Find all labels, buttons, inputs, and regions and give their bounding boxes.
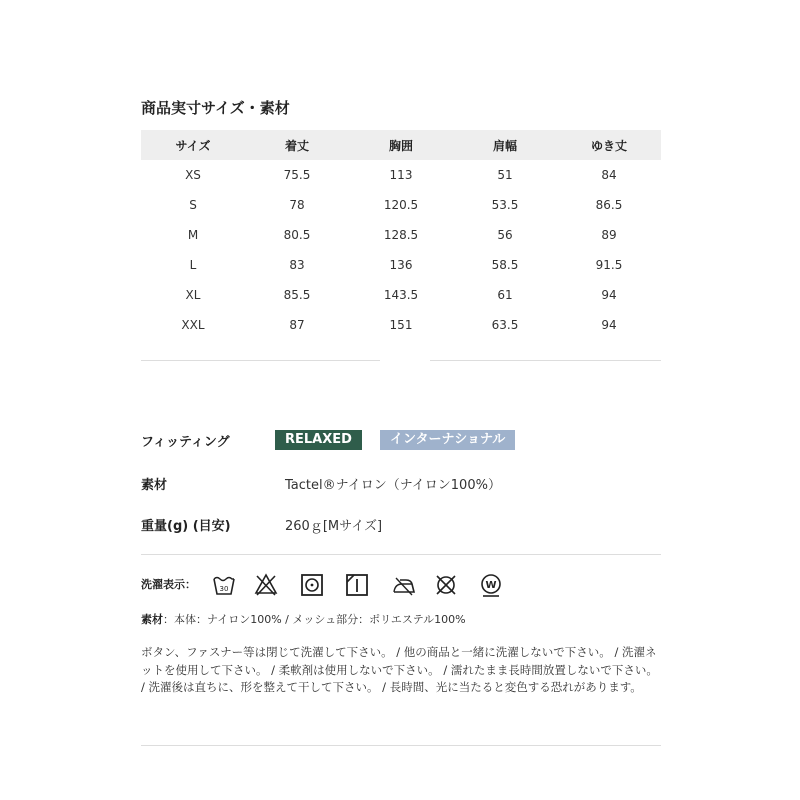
table-cell: 128.5 [383, 228, 419, 242]
table-cell: XL [185, 288, 201, 302]
table-cell: 151 [389, 318, 413, 332]
wash-30-icon [212, 572, 236, 598]
table-row [141, 280, 661, 310]
table-cell: M [187, 228, 199, 242]
materials-label: 素材 [141, 613, 163, 626]
table-cell: 56 [497, 228, 513, 242]
table-row [141, 250, 661, 280]
header-size: サイズ [141, 130, 245, 160]
table-cell: 84 [601, 168, 617, 182]
table-cell: 61 [497, 288, 513, 302]
table-cell: 78 [289, 198, 305, 212]
wash-temp: 30 [219, 585, 229, 593]
divider-left [141, 360, 380, 361]
table-cell: 75.5 [283, 168, 311, 182]
table-cell: 85.5 [283, 288, 311, 302]
divider-bottom [141, 745, 661, 746]
fit-badge: RELAXED [275, 430, 362, 450]
line-dry-shade-icon [345, 572, 369, 598]
table-row [141, 310, 661, 340]
care-notes: ボタン、ファスナー等は閉じて洗濯して下さい。 / 他の商品と一緒に洗濯しないで下さい。 / 洗濯ネットを使用して下さい。 / 柔軟剤は使用しないで下さい。 / 濡れたまま長時間放置しないで下さい。 / 洗濯後は直ちに、形を整えて干して下さい。 / 長時間、光に当たると変色する恐れがあります。 [141, 645, 658, 694]
wet-clean-icon [479, 572, 503, 598]
material-value: Tactel®ナイロン（ナイロン100%） [285, 478, 501, 493]
care-label: 洗濯表示： [141, 578, 196, 591]
material-label: 素材 [141, 478, 168, 493]
weight-label: 重量(g) (目安) [141, 519, 231, 534]
iron-low-icon [392, 572, 416, 598]
table-cell: 80.5 [283, 228, 311, 242]
wet-clean-letter: W [485, 580, 497, 591]
table-cell: 86.5 [595, 198, 623, 212]
table-cell: XXL [181, 318, 205, 332]
table-row [141, 190, 661, 220]
table-row [141, 220, 661, 250]
table-cell: 113 [389, 168, 413, 182]
table-cell: 53.5 [491, 198, 519, 212]
table-row [141, 160, 661, 190]
header-chest: 胸囲 [349, 130, 453, 160]
table-cell: S [189, 198, 197, 212]
table-cell: 94 [601, 288, 617, 302]
weight-value: 260ｇ[Mサイズ] [285, 519, 383, 534]
table-cell: 51 [497, 168, 513, 182]
table-cell: 143.5 [383, 288, 419, 302]
tumble-dry-icon [300, 572, 324, 598]
materials-line [141, 611, 466, 627]
section-title: 商品実寸サイズ・素材 [141, 99, 290, 117]
no-bleach-icon [254, 572, 278, 598]
no-dry-clean-icon [434, 572, 458, 598]
table-cell: 89 [601, 228, 617, 242]
size-standard-badge: インターナショナル [380, 430, 515, 450]
materials-text: ：本体：ナイロン100% / メッシュ部分：ポリエステル100% [163, 613, 466, 626]
table-cell: 120.5 [383, 198, 419, 212]
table-cell: 87 [289, 318, 305, 332]
size-table [141, 130, 661, 340]
table-cell: 83 [289, 258, 305, 272]
table-cell: 94 [601, 318, 617, 332]
divider-specs [141, 554, 661, 555]
table-cell: L [189, 258, 197, 272]
table-cell: XS [185, 168, 201, 182]
table-cell: 58.5 [491, 258, 519, 272]
table-cell: 136 [389, 258, 413, 272]
table-header-row [141, 130, 661, 160]
header-shoulder: 肩幅 [453, 130, 557, 160]
table-cell: 63.5 [491, 318, 519, 332]
header-length: 着丈 [245, 130, 349, 160]
table-cell: 91.5 [595, 258, 623, 272]
divider-right [430, 360, 661, 361]
fitting-label: フィッティング [141, 435, 230, 450]
header-sleeve: ゆき丈 [557, 130, 661, 160]
